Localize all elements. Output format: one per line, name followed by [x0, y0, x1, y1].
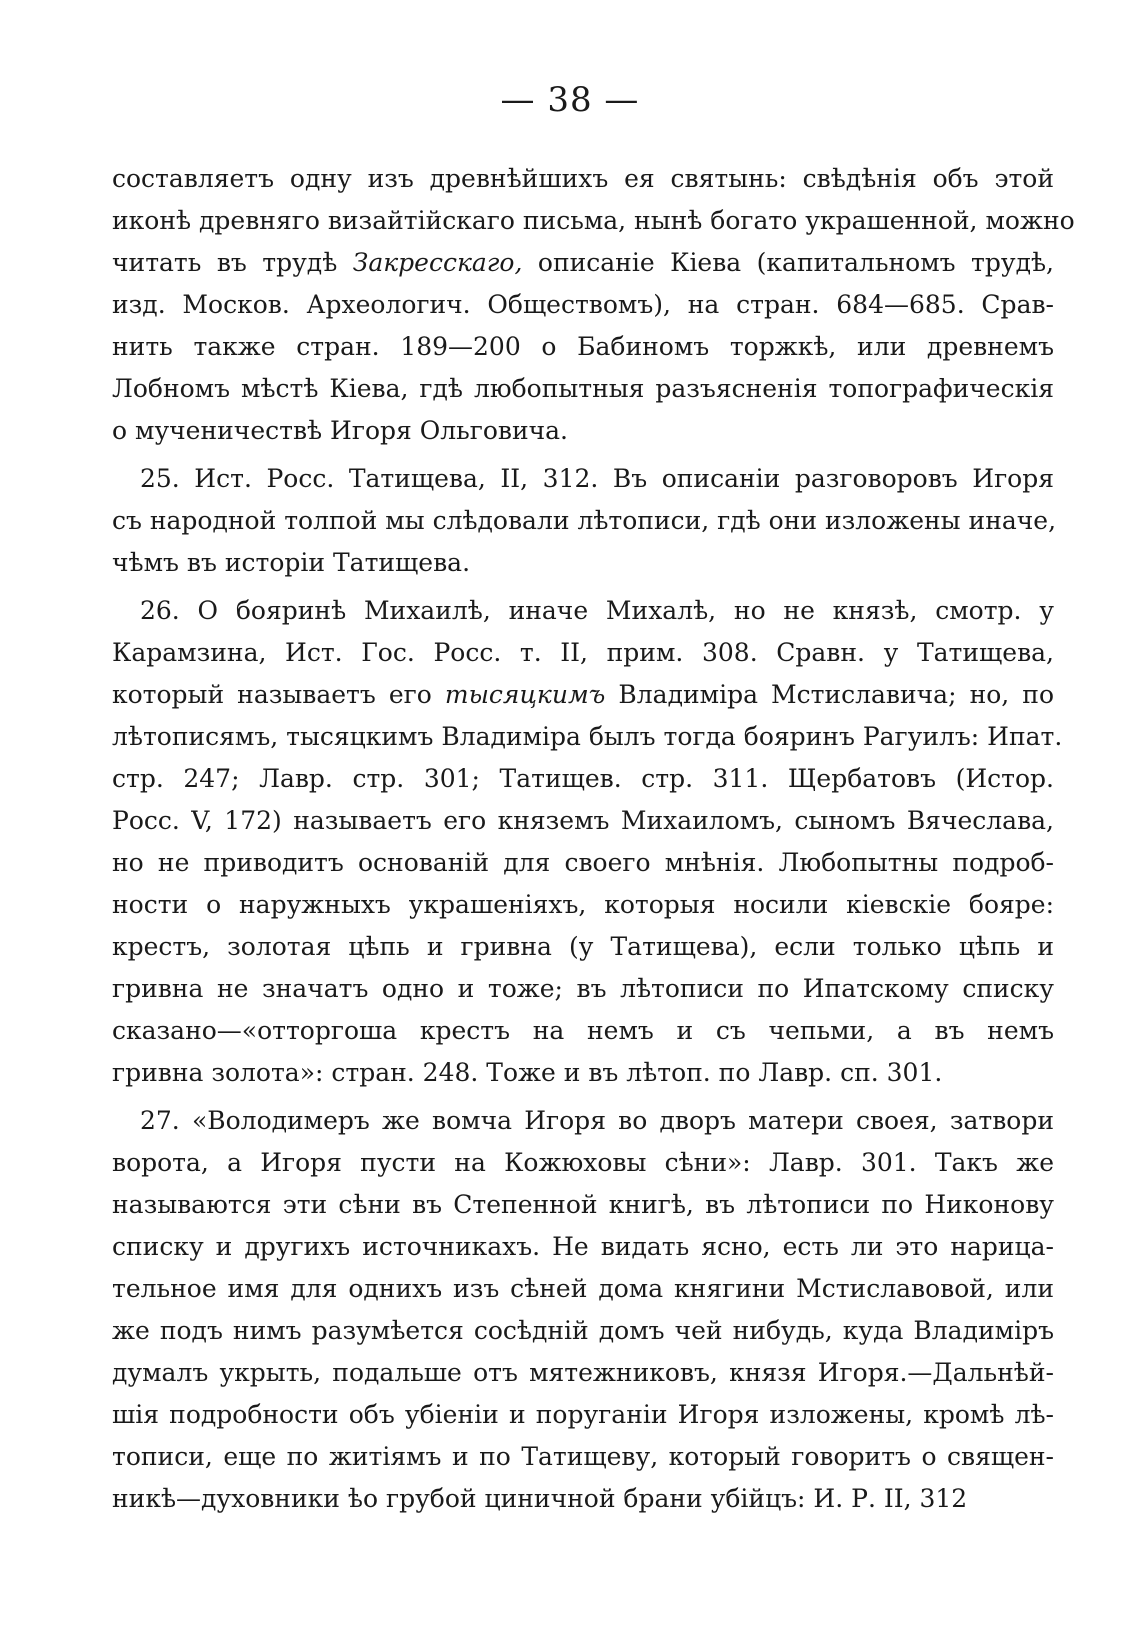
- paragraph: [112, 590, 1063, 1094]
- text-line: съ народной толпой мы слѣдовали лѣтописи, гдѣ они изложены иначе,: [112, 506, 1057, 535]
- text-line: о мученичествѣ Игоря Ольговича.: [112, 416, 568, 445]
- text-line: чѣмъ въ исторіи Татищева.: [112, 548, 471, 577]
- text-line: нить также стран. 189—200 о Бабиномъ торжкѣ, или древнемъ: [112, 332, 1054, 361]
- text-line: тописи, еще по житіямъ и по Татищеву, который говоритъ о священ-: [112, 1442, 1054, 1471]
- text-line: шія подробности объ убіеніи и поруганіи Игоря изложены, кромѣ лѣ-: [112, 1400, 1054, 1429]
- text-line: читать въ трудѣ Закресскаго, описаніе Кіева (капитальномъ трудѣ,: [112, 248, 1054, 277]
- text-line: изд. Москов. Археологич. Обществомъ), на стран. 684—685. Срав-: [112, 290, 1054, 319]
- text-line: 26. О бояринѣ Михаилѣ, иначе Михалѣ, но не князѣ, смотр. у: [140, 596, 1054, 625]
- paragraph: [112, 158, 1075, 452]
- text-line: гривна золота»: стран. 248. Тоже и въ лѣтоп. по Лавр. сп. 301.: [112, 1058, 943, 1087]
- text-line: но не приводитъ основаній для своего мнѣнія. Любопытны подроб-: [112, 848, 1054, 877]
- text-line: лѣтописямъ, тысяцкимъ Владиміра былъ тогда бояринъ Рагуилъ: Ипат.: [112, 722, 1063, 751]
- text-line: списку и другихъ источникахъ. Не видать ясно, есть ли это нарица-: [112, 1232, 1054, 1261]
- italic-text: тысяцкимъ: [444, 680, 606, 709]
- italic-text: Закресскаго,: [352, 248, 523, 277]
- paragraph: [112, 458, 1057, 584]
- page-number: — 38 —: [500, 80, 640, 120]
- text-line: Росс. V, 172) называетъ его княземъ Михаиломъ, сыномъ Вячеслава,: [112, 806, 1054, 835]
- text-line: Лобномъ мѣстѣ Кіева, гдѣ любопытныя разъясненія топографическія: [112, 374, 1054, 403]
- text-line: думалъ укрыть, подальше отъ мятежниковъ, князя Игоря.—Дальнѣй-: [112, 1358, 1054, 1387]
- text-line: стр. 247; Лавр. стр. 301; Татищев. стр. 311. Щербатовъ (Истор.: [112, 764, 1054, 793]
- text-line: тельное имя для однихъ изъ сѣней дома княгини Мстиславовой, или: [112, 1274, 1054, 1303]
- text-line: же подъ нимъ разумѣется сосѣдній домъ чей нибудь, куда Владиміръ: [112, 1316, 1054, 1345]
- text-line: который называетъ его тысяцкимъ Владиміра Мстиславича; но, по: [112, 680, 1054, 709]
- text-line: Карамзина, Ист. Гос. Росс. т. II, прим. 308. Сравн. у Татищева,: [112, 638, 1054, 667]
- text-line: гривна не значатъ одно и тоже; въ лѣтописи по Ипатскому списку: [112, 974, 1054, 1003]
- text-line: сказано—«отторгоша крестъ на немъ и съ чепьми, а въ немъ: [112, 1016, 1054, 1045]
- text-line: ворота, а Игоря пусти на Кожюховы сѣни»: Лавр. 301. Такъ же: [112, 1148, 1054, 1177]
- text-line: называются эти сѣни въ Степенной книгѣ, въ лѣтописи по Никонову: [112, 1190, 1054, 1219]
- text-line: иконѣ древняго визайтійскаго письма, нынѣ богато украшенной, можно: [112, 206, 1075, 235]
- body-text: [112, 158, 1075, 1520]
- text-line: крестъ, золотая цѣпь и гривна (у Татищева), если только цѣпь и: [112, 932, 1054, 961]
- text-line: составляетъ одну изъ древнѣйшихъ ея святынь: свѣдѣнія объ этой: [112, 164, 1054, 193]
- text-line: 27. «Володимеръ же вомча Игоря во дворъ матери своея, затвори: [140, 1106, 1054, 1135]
- text-line: никѣ—духовники ѣо грубой циничной брани убійцъ: И. Р. II, 312: [112, 1484, 968, 1513]
- paragraph: [112, 1100, 1054, 1520]
- text-line: ности о наружныхъ украшеніяхъ, которыя носили кіевскіе бояре:: [112, 890, 1054, 919]
- text-line: 25. Ист. Росс. Татищева, II, 312. Въ описаніи разговоровъ Игоря: [140, 464, 1054, 493]
